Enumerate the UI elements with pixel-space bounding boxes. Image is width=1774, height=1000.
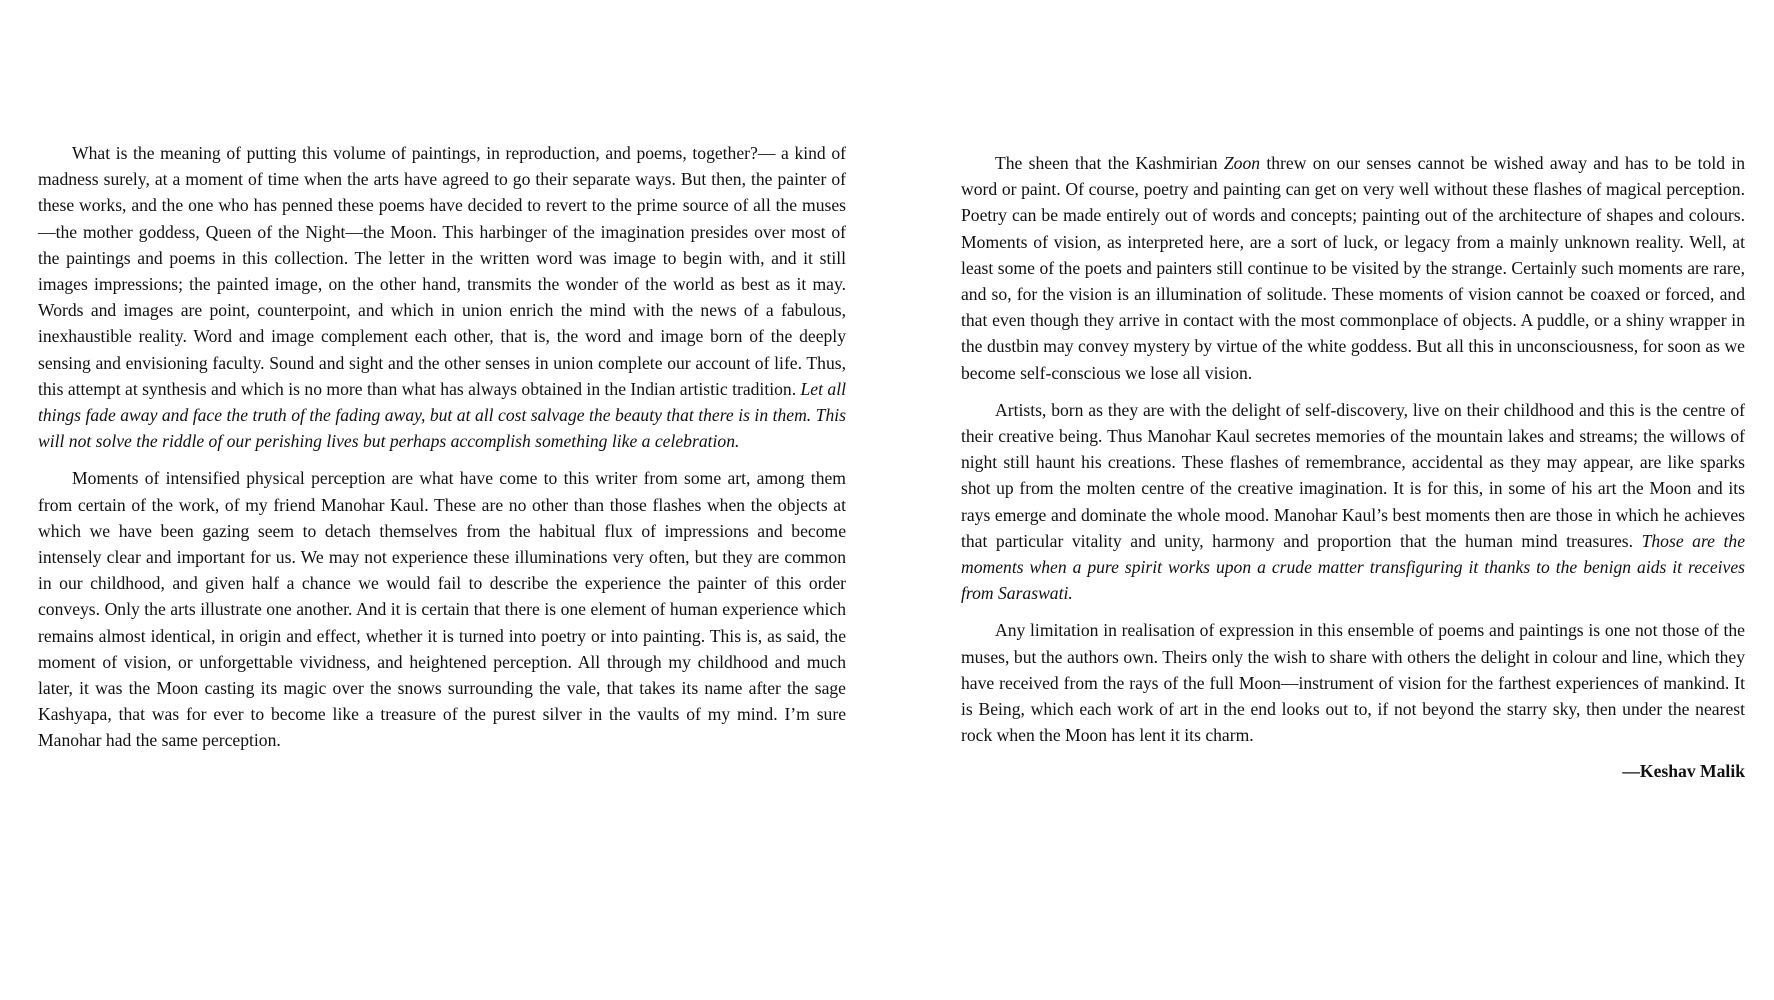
paragraph-artists-childhood bbox=[961, 397, 1745, 607]
paragraph-italic-text: Let all things fade away and face the truth of the fading away, but at all cost salvage the beauty that there is in them. This will not solve the riddle of our perishing lives but perhaps accomplish something like a celebration. bbox=[38, 378, 846, 452]
paragraph-meaning-of-volume bbox=[38, 140, 846, 454]
paragraph-kashmirian-zoon bbox=[961, 150, 1745, 386]
paragraph-text: The sheen that the Kashmirian bbox=[995, 153, 1224, 173]
paragraph-moments-of-perception bbox=[38, 465, 846, 753]
paragraph-text-continued: threw on our senses cannot be wished away and has to be told in word or paint. Of course, poetry and painting can get on very well without these flashes of magical perception. Poetry can be made entirely out of words and concepts; painting out of the architecture of shapes and colours. Moments of vision, as interpreted here, are a sort of luck, or legacy from a mainly unknown reality. Well, at least some of the poets and painters still continue to be visited by the strange. Certainly such moments are rare, and so, for the vision is an illumination of solitude. These moments of vision cannot be coaxed or forced, and that even though they arrive in contact with the most commonplace of objects. A puddle, or a shiny wrapper in the dustbin may convey mystery by virtue of the white goddess. But all this in unconsciousness, for soon as we become self-conscious we lose all vision. bbox=[961, 153, 1745, 383]
left-page-text bbox=[38, 140, 846, 764]
paragraph-italic-text: Those are the moments when a pure spirit works upon a crude matter transfiguring it thanks to the benign aids it receives from Saraswati. bbox=[961, 530, 1746, 604]
paragraph-text: What is the meaning of putting this volume of paintings, in reproduction, and poems, together?— a kind of madness surely, at a moment of time when the arts have agreed to go their separate ways. But then, the painter of these works, and the one who has penned these poems have decided to revert to the prime source of all the muses—the mother goddess, Queen of the Night—the Moon. This harbinger of the imagination presides over most of the paintings and poems in this collection. The letter in the written word was image to begin with, and it still images impressions; the painted image, on the other hand, transmits the wonder of the world as best as it may. Words and images are point, counterpoint, and which in union enrich the mind with the news of a fabulous, inexhaustible reality. Word and image complement each other, that is, the word and image born of the deeply sensing and envisioning faculty. Sound and sight and the other senses in union complete our account of life. Thus, this attempt at synthesis and which is no more than what has always obtained in the Indian artistic tradition. bbox=[38, 143, 846, 399]
paragraph-any-limitation bbox=[961, 617, 1745, 748]
paragraph-text: Moments of intensified physical perception are what have come to this writer from some art, among them from certain of the work, of my friend Manohar Kaul. These are no other than those flashes when the objects at which we have been gazing seem to detach themselves from the habitual flux of impressions and become intensely clear and important for us. We may not experience these illuminations very often, but they are common in our childhood, and given half a chance we would fail to describe the experience the painter of this order conveys. Only the arts illustrate one another. And it is certain that there is one element of human experience which remains almost identical, in origin and effect, whether it is turned into poetry or into painting. This is, as said, the moment of vision, or unforgettable vividness, and heightened perception. All through my childhood and much later, it was the Moon casting its magic over the snows surrounding the vale, that takes its name after the sage Kashyapa, that was for ever to become like a treasure of the purest silver in the vaults of my mind. I’m sure Manohar had the same perception. bbox=[38, 468, 846, 751]
author-signature: —Keshav Malik bbox=[1622, 761, 1745, 782]
paragraph-italic-word: Zoon bbox=[1223, 153, 1261, 173]
paragraph-text: Artists, born as they are with the delight of self-discovery, live on their childhood and this is the centre of their creative being. Thus Manohar Kaul secretes memories of the mountain lakes and streams; the willows of night still haunt his creations. These flashes of remembrance, accidental as they may appear, are like sparks shot up from the molten centre of the creative imagination. It is for this, in some of his art the Moon and its rays emerge and dominate the whole mood. Manohar Kaul’s best moments then are those in which he achieves that particular vitality and unity, harmony and proportion that the human mind treasures. bbox=[961, 399, 1745, 551]
paragraph-text: Any limitation in realisation of expression in this ensemble of poems and paintings is one not those of the muses, but the authors own. Theirs only the wish to share with others the delight in colour and line, which they have received from the rays of the full Moon—instrument of vision for the farthest experiences of mankind. It is Being, which each work of art in the end looks out to, if not beyond the starry sky, then under the nearest rock when the Moon has lent it its charm. bbox=[961, 620, 1745, 746]
right-page-text bbox=[961, 150, 1745, 785]
